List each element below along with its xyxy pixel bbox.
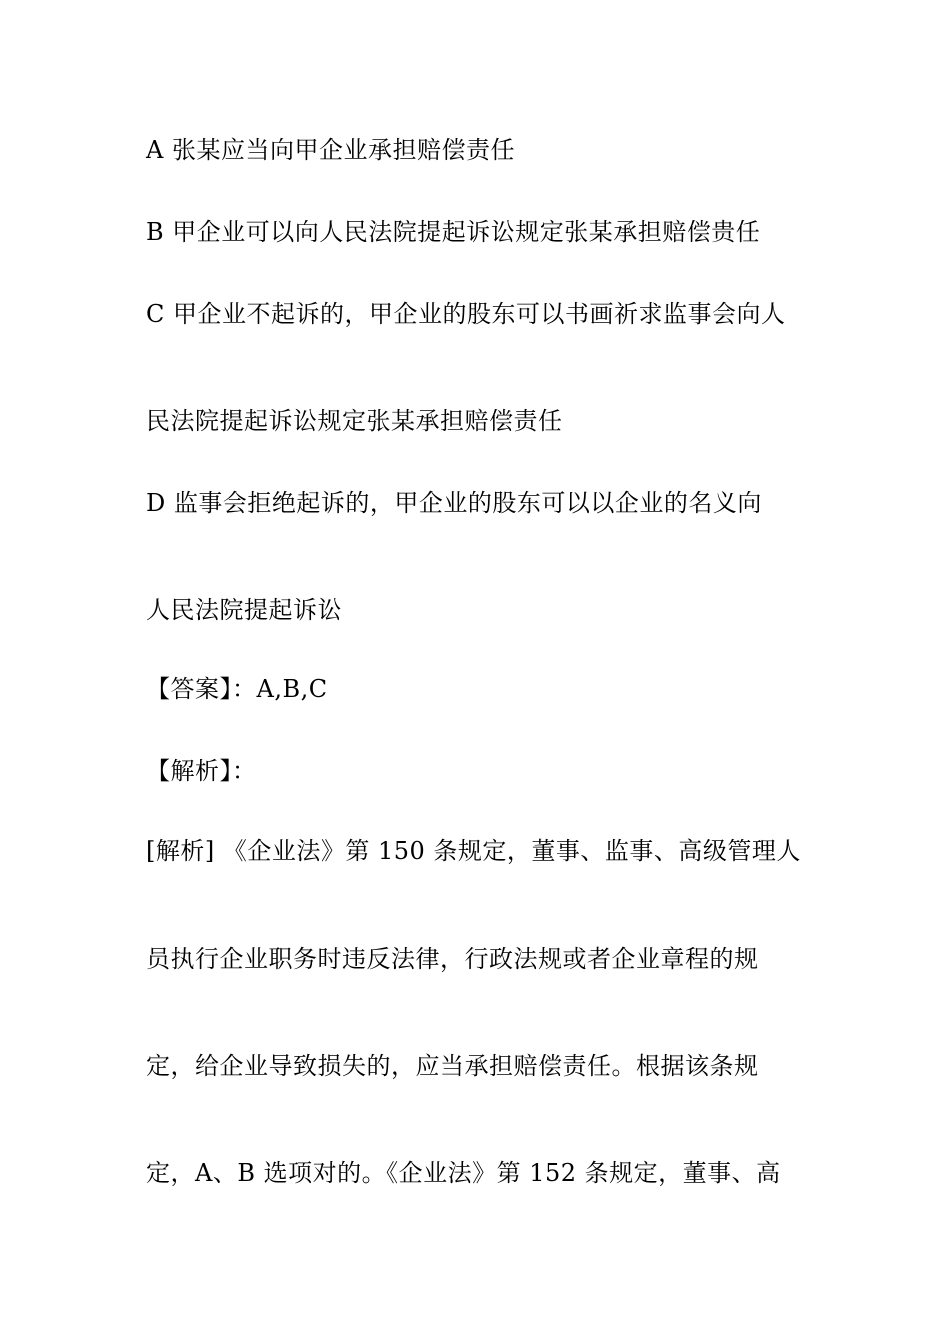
analysis-text-line-1: [解析] 《企业法》第 150 条规定，董事、监事、高级管理人 (146, 837, 801, 865)
analysis-text-line-4: 定，A、B 选项对的。《企业法》第 152 条规定，董事、高 (146, 1159, 781, 1187)
option-d-line-2: 人民法院提起诉讼 (146, 596, 342, 624)
option-b: B 甲企业可以向人民法院提起诉讼规定张某承担赔偿贵任 (146, 218, 761, 246)
option-c-line-2: 民法院提起诉讼规定张某承担赔偿责任 (146, 407, 563, 435)
option-d-line-1: D 监事会拒绝起诉的，甲企业的股东可以以企业的名义向 (146, 489, 762, 517)
option-a: A 张某应当向甲企业承担赔偿责任 (146, 136, 515, 164)
answer-line: 【答案】：A,B,C (146, 675, 328, 703)
analysis-heading: 【解析】： (146, 757, 257, 785)
option-c-line-1: C 甲企业不起诉的，甲企业的股东可以书画祈求监事会向人 (146, 300, 786, 328)
analysis-text-line-2: 员执行企业职务时违反法律，行政法规或者企业章程的规 (146, 945, 759, 973)
analysis-text-line-3: 定，给企业导致损失的，应当承担赔偿责任。根据该条规 (146, 1052, 759, 1080)
